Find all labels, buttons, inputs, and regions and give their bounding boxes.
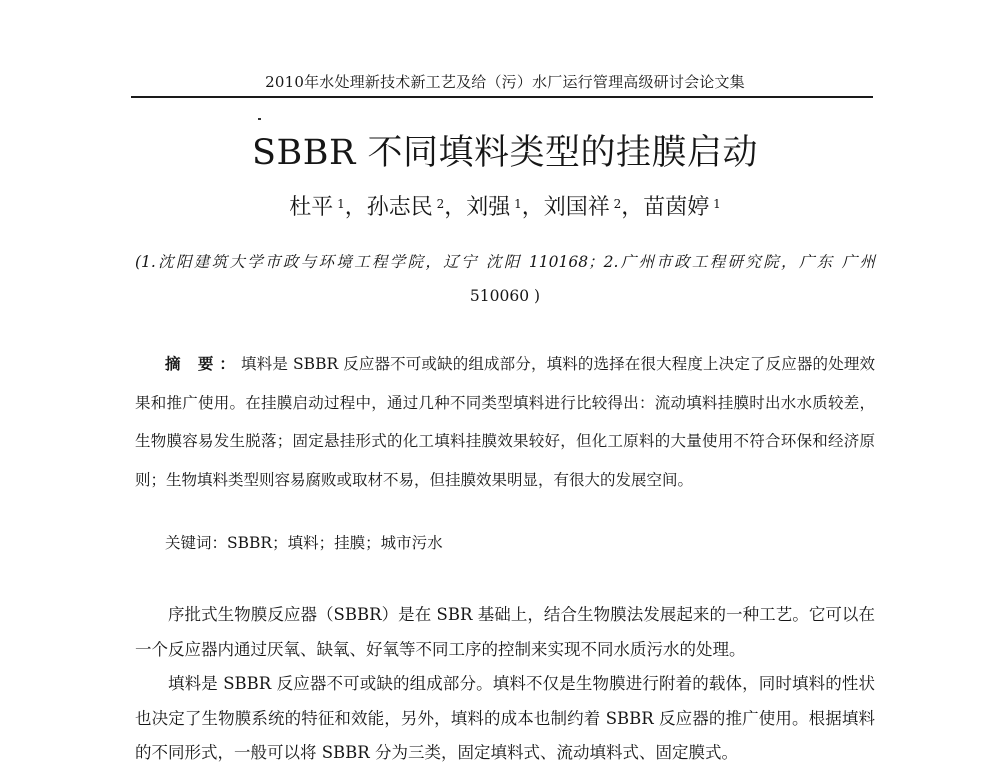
author-separator: ， xyxy=(444,195,467,220)
keywords xyxy=(165,529,443,557)
abstract-label: 摘 要： xyxy=(165,354,241,373)
author-list xyxy=(135,191,875,225)
author-affiliation-number: 1 xyxy=(709,197,721,211)
author-separator: ， xyxy=(521,195,544,220)
abstract-text: 填料是 SBBR 反应器不可或缺的组成部分，填料的选择在很大程度上决定了反应器的处理效果和推广使用。在挂膜启动过程中，通过几种不同类型填料进行比较得出：流动填料挂膜时出水水质较差，生物膜容易发生脱落；固定悬挂形式的化工填料挂膜效果较好，但化工原料的大量使用不符合环保和经济原则；生物填料类型则容易腐败或取材不易，但挂膜效果明显，有很大的发展空间。 xyxy=(135,355,875,489)
keywords-label: 关键词： xyxy=(165,534,228,552)
author-separator: ， xyxy=(344,195,367,220)
body-text xyxy=(135,598,875,771)
keywords-text: SBBR；填料；挂膜；城市污水 xyxy=(227,534,443,552)
paper-title: SBBR 不同填料类型的挂膜启动 xyxy=(252,133,758,173)
author-name: 杜平 xyxy=(289,195,334,220)
author-affiliation-number: 1 xyxy=(333,197,345,211)
affiliation-line-1: (1.沈阳建筑大学市政与环境工程学院，辽宁 沈阳 110168；2.广州市政工程研究院，广东 广州 xyxy=(135,253,875,271)
running-header: 2010年水处理新技术新工艺及给（污）水厂运行管理高级研讨会论文集 xyxy=(265,73,745,91)
author-name: 刘国祥 xyxy=(543,195,610,220)
author-affiliation-number: 1 xyxy=(510,197,522,211)
body-paragraph: 填料是 SBBR 反应器不可或缺的组成部分。填料不仅是生物膜进行附着的载体，同时填料的性状也决定了生物膜系统的特征和效能，另外，填料的成本也制约着 SBBR 反应器的推广使用。根据填料的不同形式，一般可以将 SBBR 分为三类，固定填料式、流动填料式、固定膜式。 xyxy=(135,674,875,762)
body-paragraph: 序批式生物膜反应器（SBBR）是在 SBR 基础上，结合生物膜法发展起来的一种工艺。它可以在一个反应器内通过厌氧、缺氧、好氧等不同工序的控制来实现不同水质污水的处理。 xyxy=(135,605,875,659)
author-name: 孙志民 xyxy=(366,195,433,220)
scan-mark xyxy=(258,118,261,120)
author-separator: ， xyxy=(621,195,644,220)
author-name: 苗茵婷 xyxy=(643,195,710,220)
author-affiliation-number: 2 xyxy=(432,197,445,211)
abstract xyxy=(135,345,875,499)
header-rule xyxy=(131,96,873,98)
author-affiliation-number: 2 xyxy=(609,197,622,211)
affiliation-line-2: 510060 ) xyxy=(469,287,541,305)
author-name: 刘强 xyxy=(466,195,511,220)
